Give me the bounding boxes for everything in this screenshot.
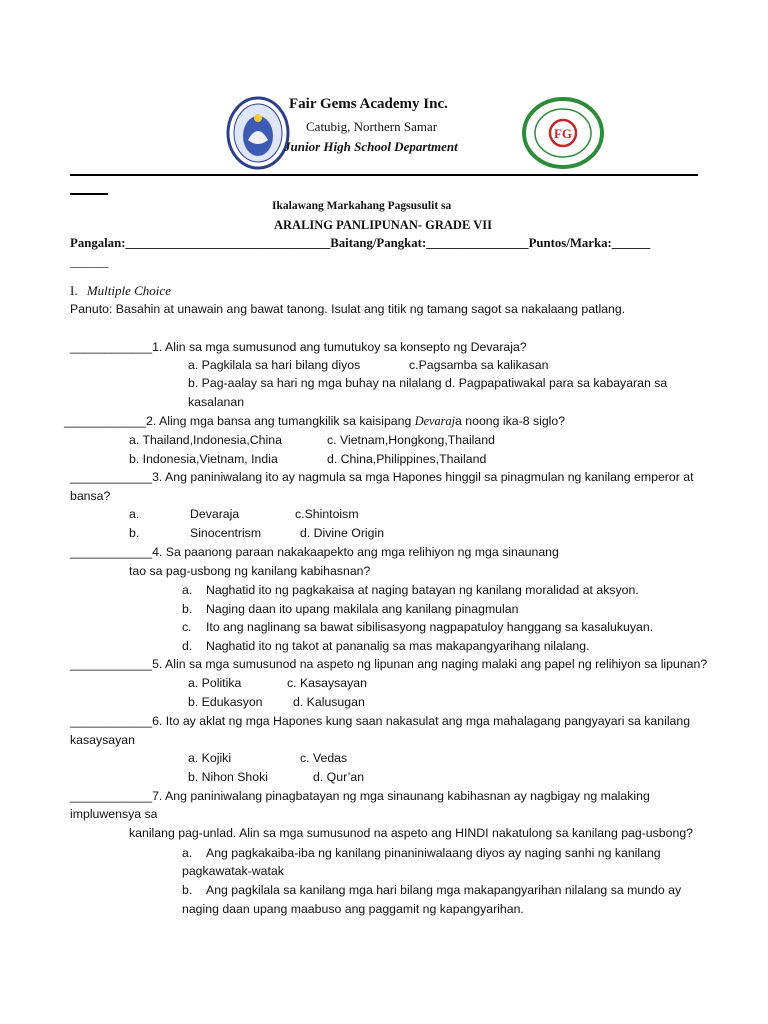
q2-choice-c: c. Vietnam,Hongkong,Thailand <box>327 433 495 447</box>
header-divider-tail <box>70 193 108 195</box>
school-location: Catubig, Northern Samar <box>306 119 438 134</box>
q6-choice-d: d. Qur’an <box>313 770 365 784</box>
svg-text:FG: FG <box>553 126 573 141</box>
q7-choice-b-cont: naging daan upang maabuso ang paggamit ng kapangyarihan. <box>182 902 524 916</box>
q4-choice-d: Naghatid ito ng takot at pananalig sa mas makapangyarihang nilalang. <box>206 639 590 653</box>
q2-stem-text: ____________2. Aling mga bansa ang tumangkilik sa kaisipang <box>64 414 415 428</box>
q6-choice-c: c. Vedas <box>300 751 348 765</box>
q3-stem: ____________3. Ang paniniwalang ito ay nagmula sa mga Hapones hinggil sa pinagmulan ng kanilang emperor at <box>70 470 694 484</box>
q6-choice-b: b. Nihon Shoki <box>188 770 268 784</box>
q5-choice-a: a. Politika <box>188 676 242 690</box>
exam-title-line2: ARALING PANLIPUNAN- GRADE VII <box>274 218 492 232</box>
q2-choice-b: b. Indonesia,Vietnam, India <box>129 452 278 466</box>
q7-choice-b: Ang pagkilala sa kanilang mga hari bilang mga makapangyarihan nilalang sa mundo ay <box>206 883 682 897</box>
student-info-line-wrap: ______ <box>70 255 109 269</box>
school-name: Fair Gems Academy Inc. <box>289 96 448 112</box>
q3-stem-cont: bansa? <box>70 489 111 503</box>
header-divider <box>70 174 698 176</box>
q2-stem <box>64 414 565 429</box>
q7-choice-b-letter: b. <box>182 883 193 897</box>
deped-seal-logo <box>226 96 290 170</box>
q3-choice-b-letter: b. <box>129 526 140 540</box>
q4-choice-a: Naghatid ito ng pagkakaisa at naging batayan ng kanilang moralidad at aksyon. <box>206 583 639 597</box>
q1-stem: ____________1. Alin sa mga sumusunod ang tumutukoy sa konsepto ng Devaraja? <box>70 340 527 354</box>
q4-stem: ____________4. Sa paanong paraan nakakaapekto ang mga relihiyon ng mga sinaunang <box>70 545 559 559</box>
q1-choice-c: c.Pagsamba sa kalikasan <box>409 358 549 372</box>
q7-choice-a-letter: a. <box>182 846 193 860</box>
student-info-line: Pangalan:________________________________Baitang/Pangkat:________________Puntos/Marka:______ <box>70 236 651 250</box>
q3-choice-a: Devaraja <box>190 507 240 521</box>
q6-stem-cont: kasaysayan <box>70 733 135 747</box>
q4-choice-b: Naging daan ito upang makilala ang kanilang pinagmulan <box>206 602 519 616</box>
q1-choice-d-cont: kasalanan <box>188 395 245 409</box>
q2-stem-italic: Devaraj <box>414 414 456 428</box>
q7-stem-cont1: impluwensya sa <box>70 807 158 821</box>
q7-stem-cont2: kanilang pag-unlad. Alin sa mga sumusunod na aspeto ang HINDI nakatulong sa kanilang pag-usbong? <box>129 826 693 840</box>
q2-choice-a: a. Thailand,Indonesia,China <box>129 433 282 447</box>
q5-stem: ____________5. Alin sa mga sumusunod na aspeto ng lipunan ang naging malaki ang papel ng relihiyon sa lipunan? <box>70 657 708 671</box>
q3-choice-b: Sinocentrism <box>190 526 262 540</box>
q5-choice-d: d. Kalusugan <box>293 695 365 709</box>
q4-choice-c: Ito ang naglinang sa bawat sibilisasyong nagpapatuloy hanggang sa kasalukuyan. <box>206 620 654 634</box>
q2-stem-end: a noong ika-8 siglo? <box>455 414 566 428</box>
q5-choice-c: c. Kasaysayan <box>287 676 367 690</box>
q3-choice-d: d. Divine Origin <box>300 526 385 540</box>
q4-choice-b-letter: b. <box>182 602 193 616</box>
q7-stem: ____________7. Ang paniniwalang pinagbatayan ng mga sinaunang kabihasnan ay nagbigay ng malaking <box>70 789 650 803</box>
q4-stem-cont: tao sa pag-usbong ng kanilang kabihasnan? <box>129 564 371 578</box>
department-name: Junior High School Department <box>284 139 458 154</box>
section-number: I. <box>70 283 78 298</box>
section-title: Multiple Choice <box>86 283 171 298</box>
instructions: Panuto: Basahin at unawain ang bawat tanong. Isulat ang titik ng tamang sagot sa nakalaang patlang. <box>70 302 626 316</box>
q1-choice-a: a. Pagkilala sa hari bilang diyos <box>188 358 361 372</box>
q5-choice-b: b. Edukasyon <box>188 695 263 709</box>
exam-title-line1: Ikalawang Markahang Pagsusulit sa <box>272 200 452 212</box>
q4-choice-d-letter: d. <box>182 639 193 653</box>
q1-choice-b-d: b. Pag-aalay sa hari ng mga buhay na nilalang d. Pagpapatiwakal para sa kabayaran sa <box>188 376 668 390</box>
q3-choice-c: c.Shintoism <box>295 507 359 521</box>
q7-choice-a-cont: pagkawatak-watak <box>182 864 284 878</box>
section-heading <box>70 283 171 299</box>
q6-choice-a: a. Kojiki <box>188 751 232 765</box>
fair-gems-academy-logo <box>522 97 604 169</box>
q7-choice-a: Ang pagkakaiba-iba ng kanilang pinaniniwalaang diyos ay naging sanhi ng kanilang <box>206 846 661 860</box>
q4-choice-c-letter: c. <box>182 620 192 634</box>
q3-choice-a-letter: a. <box>129 507 140 521</box>
q6-stem: ____________6. Ito ay aklat ng mga Hapones kung saan nakasulat ang mga mahalagang pangyayari sa kanilang <box>70 714 691 728</box>
q4-choice-a-letter: a. <box>182 583 193 597</box>
q2-choice-d: d. China,Philippines,Thailand <box>327 452 487 466</box>
